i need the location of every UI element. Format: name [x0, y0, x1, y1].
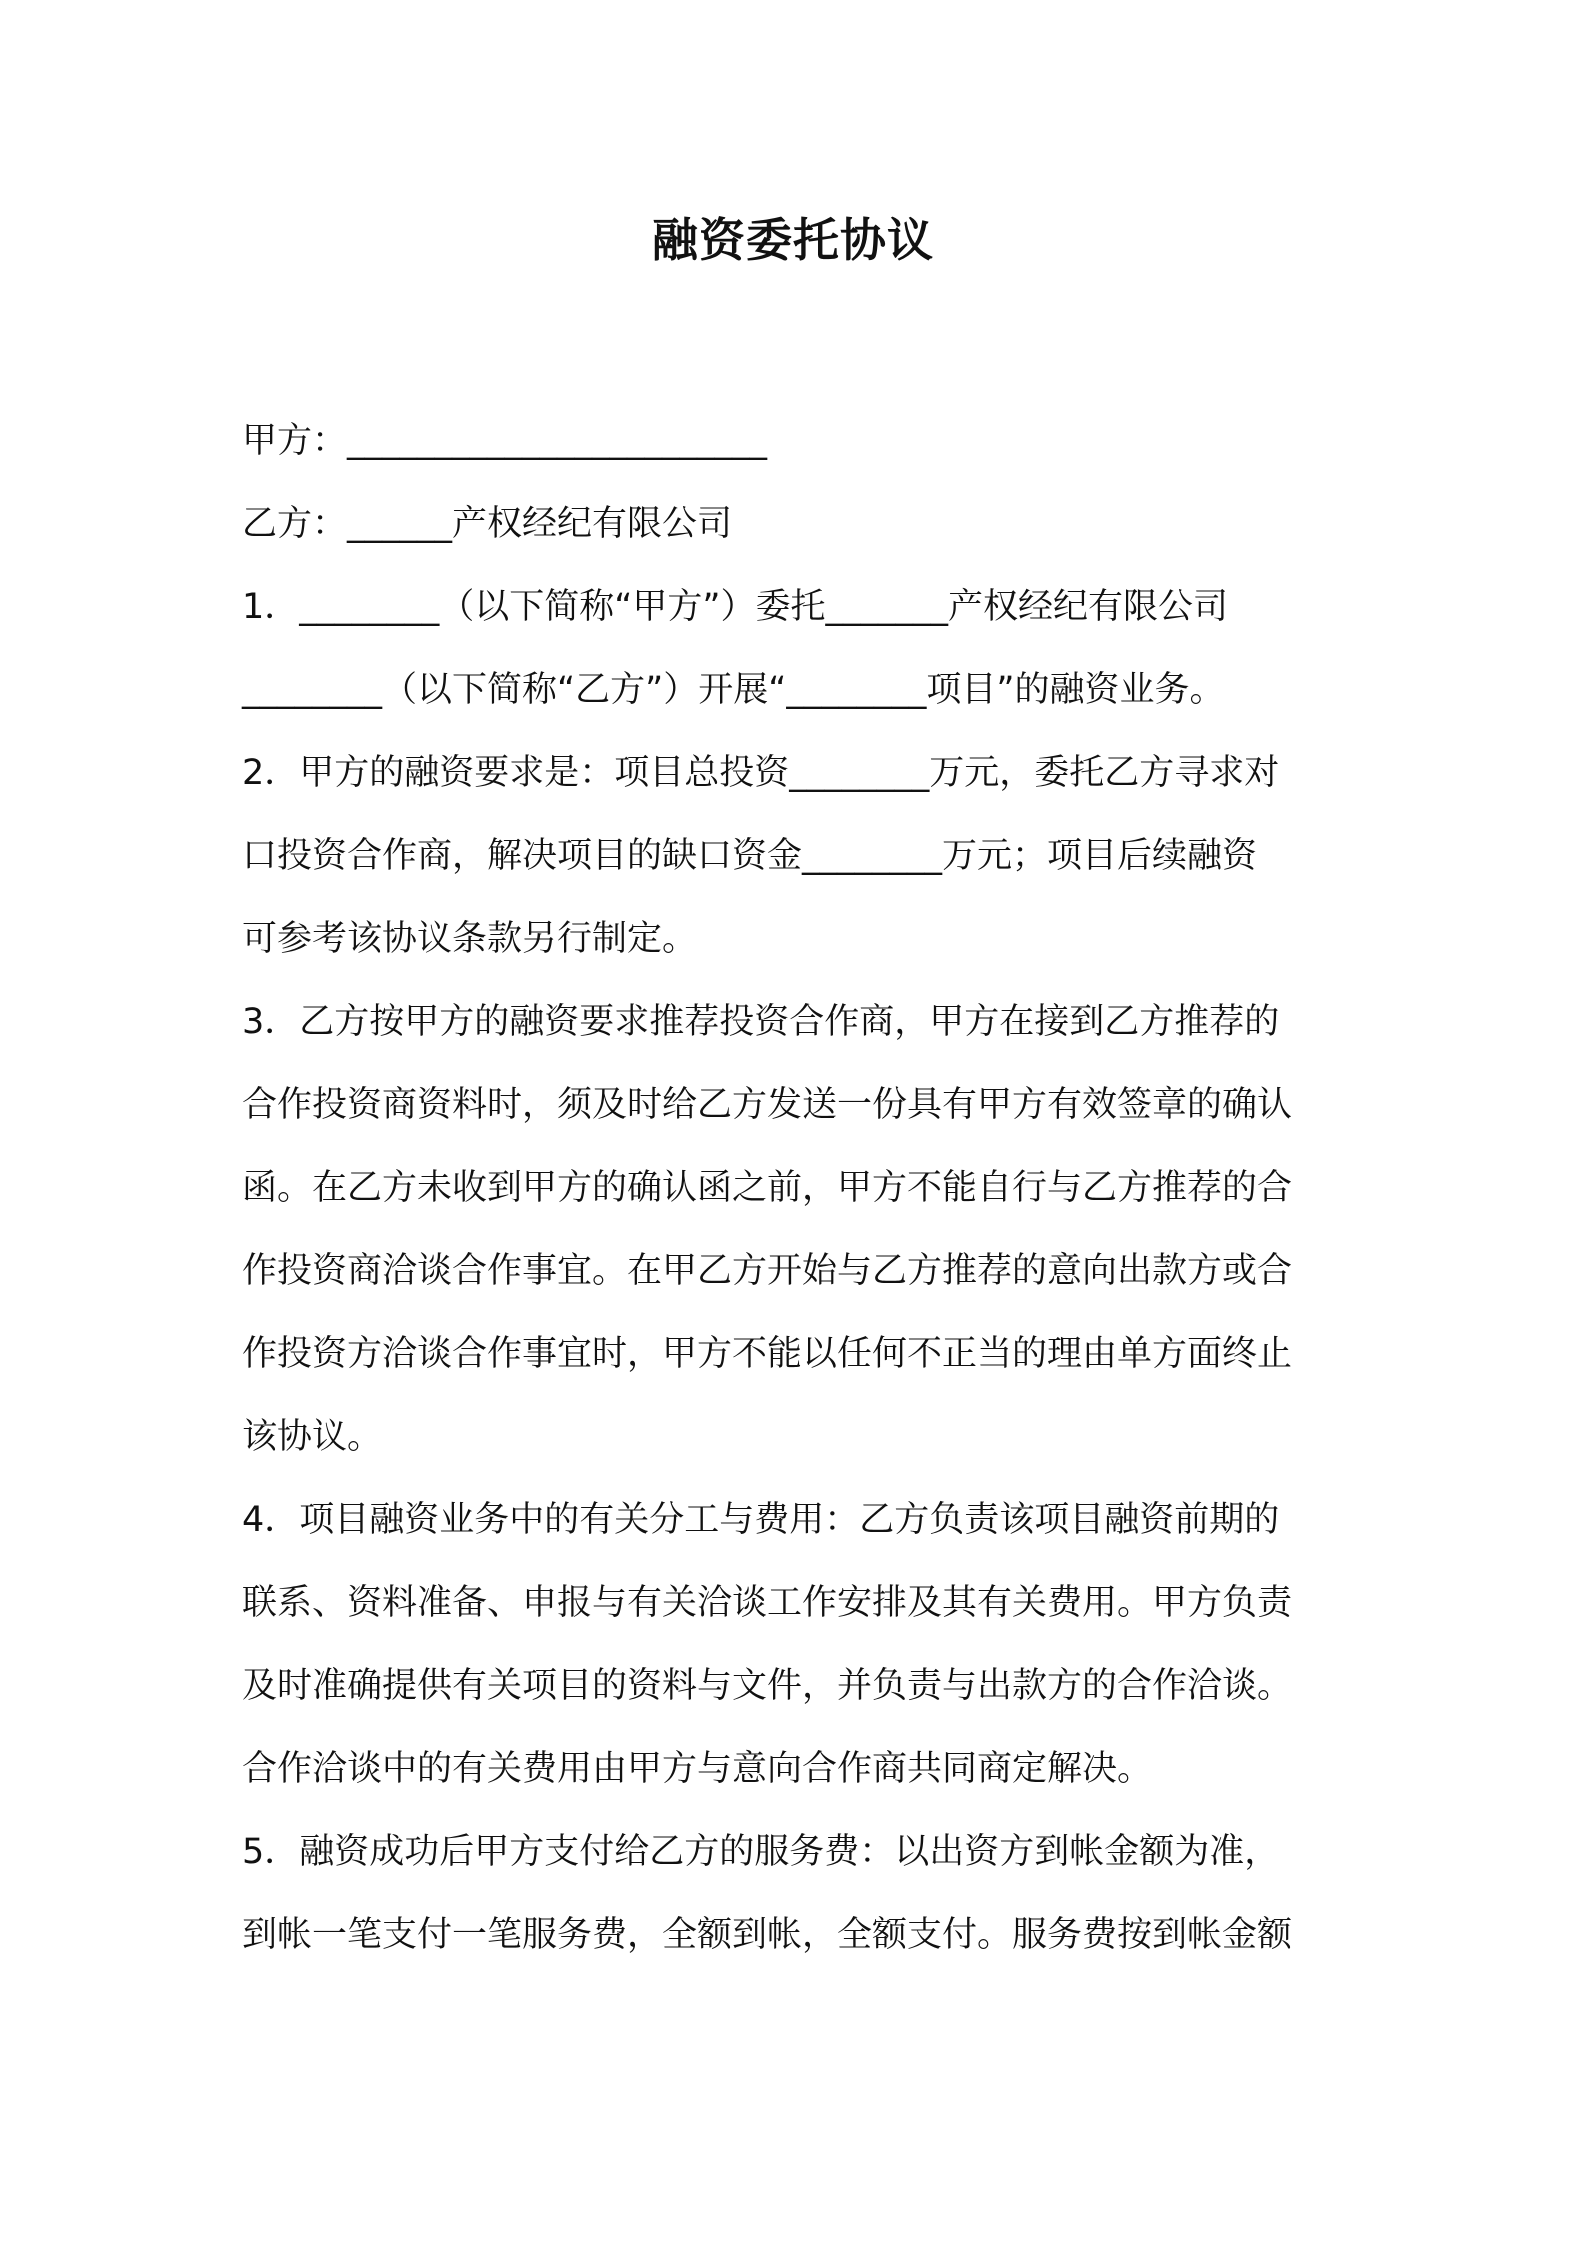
clause-4-line-4: 合作洽谈中的有关费用由甲方与意向合作商共同商定解决。: [242, 1749, 1153, 1789]
clause-2-line-2: 口投资合作商，解决项目的缺口资金________万元；项目后续融资: [242, 836, 1258, 876]
party-a-line: 甲方：________________________: [242, 421, 768, 461]
clause-4-line-2: 联系、资料准备、申报与有关洽谈工作安排及其有关费用。甲方负责: [242, 1583, 1293, 1623]
clause-1-line-2: ________（以下简称“乙方”）开展“________项目”的融资业务。: [242, 670, 1225, 710]
clause-3-line-2: 合作投资商资料时，须及时给乙方发送一份具有甲方有效签章的确认: [242, 1085, 1293, 1125]
document-title: 融资委托协议: [652, 213, 934, 267]
clause-4-line-1: 4．项目融资业务中的有关分工与费用：乙方负责该项目融资前期的: [242, 1500, 1280, 1540]
clause-5-line-1: 5．融资成功后甲方支付给乙方的服务费：以出资方到帐金额为准，: [242, 1832, 1280, 1872]
clause-3-line-5: 作投资方洽谈合作事宜时，甲方不能以任何不正当的理由单方面终止: [242, 1334, 1293, 1374]
clause-3-line-3: 函。在乙方未收到甲方的确认函之前，甲方不能自行与乙方推荐的合: [242, 1168, 1293, 1208]
clause-3-line-6: 该协议。: [242, 1417, 383, 1457]
clause-2-line-1: 2．甲方的融资要求是：项目总投资________万元，委托乙方寻求对: [242, 753, 1280, 793]
clause-5-line-2: 到帐一笔支付一笔服务费，全额到帐，全额支付。服务费按到帐金额: [242, 1915, 1293, 1955]
clause-3-line-4: 作投资商洽谈合作事宜。在甲乙方开始与乙方推荐的意向出款方或合: [242, 1251, 1293, 1291]
party-b-line: 乙方：______产权经纪有限公司: [242, 504, 733, 544]
clause-3-line-1: 3．乙方按甲方的融资要求推荐投资合作商，甲方在接到乙方推荐的: [242, 1002, 1280, 1042]
clause-2-line-3: 可参考该协议条款另行制定。: [242, 919, 698, 959]
document-body: [242, 400, 1367, 1977]
clause-1-line-1: 1．________（以下简称“甲方”）委托_______产权经纪有限公司: [242, 587, 1229, 627]
clause-4-line-3: 及时准确提供有关项目的资料与文件，并负责与出款方的合作洽谈。: [242, 1666, 1293, 1706]
